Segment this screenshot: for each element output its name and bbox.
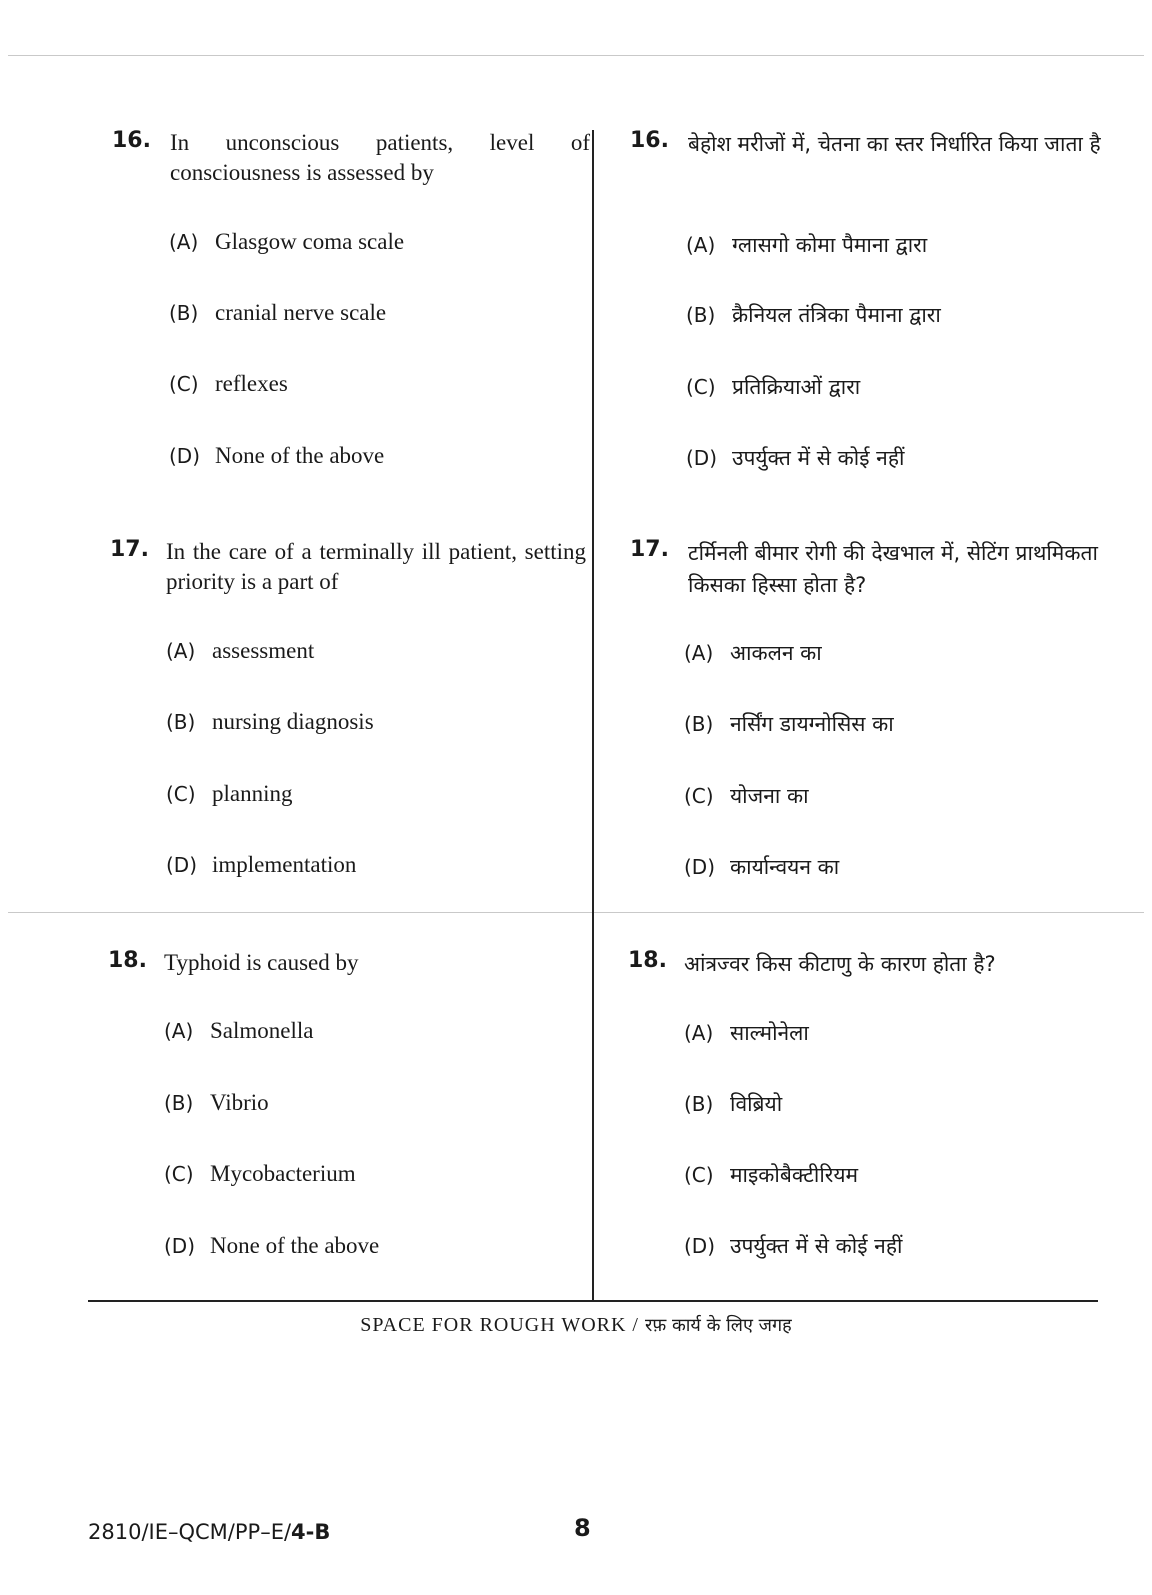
option-label: (B) (684, 712, 714, 736)
option-label: (B) (169, 301, 199, 325)
option-d (684, 1232, 902, 1260)
option-label: (D) (164, 1234, 196, 1258)
question-number: 17. (630, 537, 669, 562)
option-d (169, 443, 384, 469)
paper-code-set: 4-B (291, 1520, 331, 1544)
question-17-hindi (630, 537, 1110, 887)
rough-work-heading (0, 1313, 1152, 1337)
option-a (684, 1019, 809, 1047)
option-b (169, 300, 386, 326)
option-b (684, 1090, 782, 1118)
question-number: 17. (110, 537, 149, 562)
option-label: (C) (166, 782, 196, 806)
question-number: 18. (628, 948, 667, 973)
option-label: (C) (684, 784, 714, 808)
option-text: माइकोबैक्टीरियम (730, 1163, 859, 1187)
option-label: (C) (169, 372, 199, 396)
question-18-english (108, 948, 588, 1278)
option-text: nursing diagnosis (212, 709, 374, 734)
option-text: उपर्युक्त में से कोई नहीं (730, 1234, 903, 1258)
scan-artifact-line (8, 55, 1144, 56)
option-b (686, 301, 941, 329)
question-number: 16. (630, 128, 669, 153)
option-text: None of the above (210, 1233, 380, 1258)
option-label: (B) (686, 303, 716, 327)
question-18-hindi (628, 948, 1108, 1278)
option-a (166, 638, 314, 664)
option-b (166, 709, 374, 735)
page-number: 8 (574, 1514, 591, 1542)
option-text: Vibrio (210, 1090, 269, 1115)
option-d (164, 1233, 379, 1259)
option-d (684, 853, 839, 881)
option-a (169, 229, 404, 255)
option-c (684, 1161, 858, 1189)
question-text: आंत्रज्वर किस कीटाणु के कारण होता है? (684, 952, 996, 976)
option-text: cranial nerve scale (215, 300, 387, 325)
option-label: (B) (166, 710, 196, 734)
option-b (684, 710, 894, 738)
option-label: (A) (684, 1021, 714, 1045)
option-text: कार्यान्वयन का (730, 855, 840, 879)
option-text: implementation (212, 852, 357, 877)
option-label: (A) (166, 639, 196, 663)
option-c (166, 781, 293, 807)
option-label: (D) (684, 1234, 716, 1258)
option-text: उपर्युक्त में से कोई नहीं (732, 446, 905, 470)
option-text: नर्सिंग डायग्नोसिस का (730, 712, 894, 736)
option-text: ग्लासगो कोमा पैमाना द्वारा (732, 233, 928, 257)
paper-code (88, 1520, 330, 1544)
option-a (686, 231, 927, 259)
question-16-english (112, 128, 592, 478)
option-text: आकलन का (730, 641, 822, 665)
option-label: (A) (686, 233, 716, 257)
rough-work-english: SPACE FOR ROUGH WORK (360, 1314, 627, 1336)
option-label: (A) (684, 641, 714, 665)
option-label: (A) (169, 230, 199, 254)
option-text: क्रैनियल तंत्रिका पैमाना द्वारा (732, 303, 941, 327)
question-text: बेहोश मरीजों में, चेतना का स्तर निर्धारित किया जाता है (688, 132, 1101, 156)
question-text: टर्मिनली बीमार रोगी की देखभाल में, सेटिंग प्राथमिकता किसका हिस्सा होता है? (688, 541, 1098, 597)
option-a (164, 1018, 313, 1044)
option-text: reflexes (215, 371, 288, 396)
question-number: 16. (112, 128, 151, 153)
option-text: Mycobacterium (210, 1161, 356, 1186)
option-d (166, 852, 356, 878)
bottom-rule (88, 1300, 1098, 1302)
question-text: Typhoid is caused by (164, 950, 359, 975)
option-label: (C) (684, 1163, 714, 1187)
option-label: (D) (169, 444, 201, 468)
question-16-hindi (630, 128, 1110, 478)
option-label: (D) (166, 853, 198, 877)
option-label: (B) (684, 1092, 714, 1116)
option-text: assessment (212, 638, 315, 663)
option-text: planning (212, 781, 293, 806)
option-c (164, 1161, 356, 1187)
option-text: साल्मोनेला (730, 1021, 809, 1045)
option-c (684, 782, 809, 810)
option-text: Salmonella (210, 1018, 314, 1043)
option-b (164, 1090, 269, 1116)
option-label: (C) (686, 375, 716, 399)
option-label: (D) (684, 855, 716, 879)
column-divider (592, 130, 594, 1300)
question-17-english (110, 537, 590, 887)
paper-code-prefix: 2810/IE–QCM/PP–E/ (88, 1520, 292, 1544)
option-label: (C) (164, 1162, 194, 1186)
option-label: (D) (686, 446, 718, 470)
option-text: None of the above (215, 443, 385, 468)
option-text: प्रतिक्रियाओं द्वारा (732, 375, 861, 399)
rough-work-separator: / (632, 1314, 639, 1336)
option-label: (B) (164, 1091, 194, 1115)
option-a (684, 639, 822, 667)
option-text: योजना का (730, 784, 809, 808)
option-d (686, 444, 904, 472)
rough-work-hindi: रफ़ कार्य के लिए जगह (644, 1315, 792, 1336)
scan-artifact-line (8, 912, 1144, 913)
question-text: In the care of a terminally ill patient, setting priority is a part of (166, 539, 586, 594)
option-c (169, 371, 288, 397)
option-label: (A) (164, 1019, 194, 1043)
option-text: Glasgow coma scale (215, 229, 405, 254)
option-text: विब्रियो (730, 1092, 783, 1116)
option-c (686, 373, 860, 401)
question-number: 18. (108, 948, 147, 973)
question-text: In unconscious patients, level of consciousness is assessed by (170, 130, 590, 185)
